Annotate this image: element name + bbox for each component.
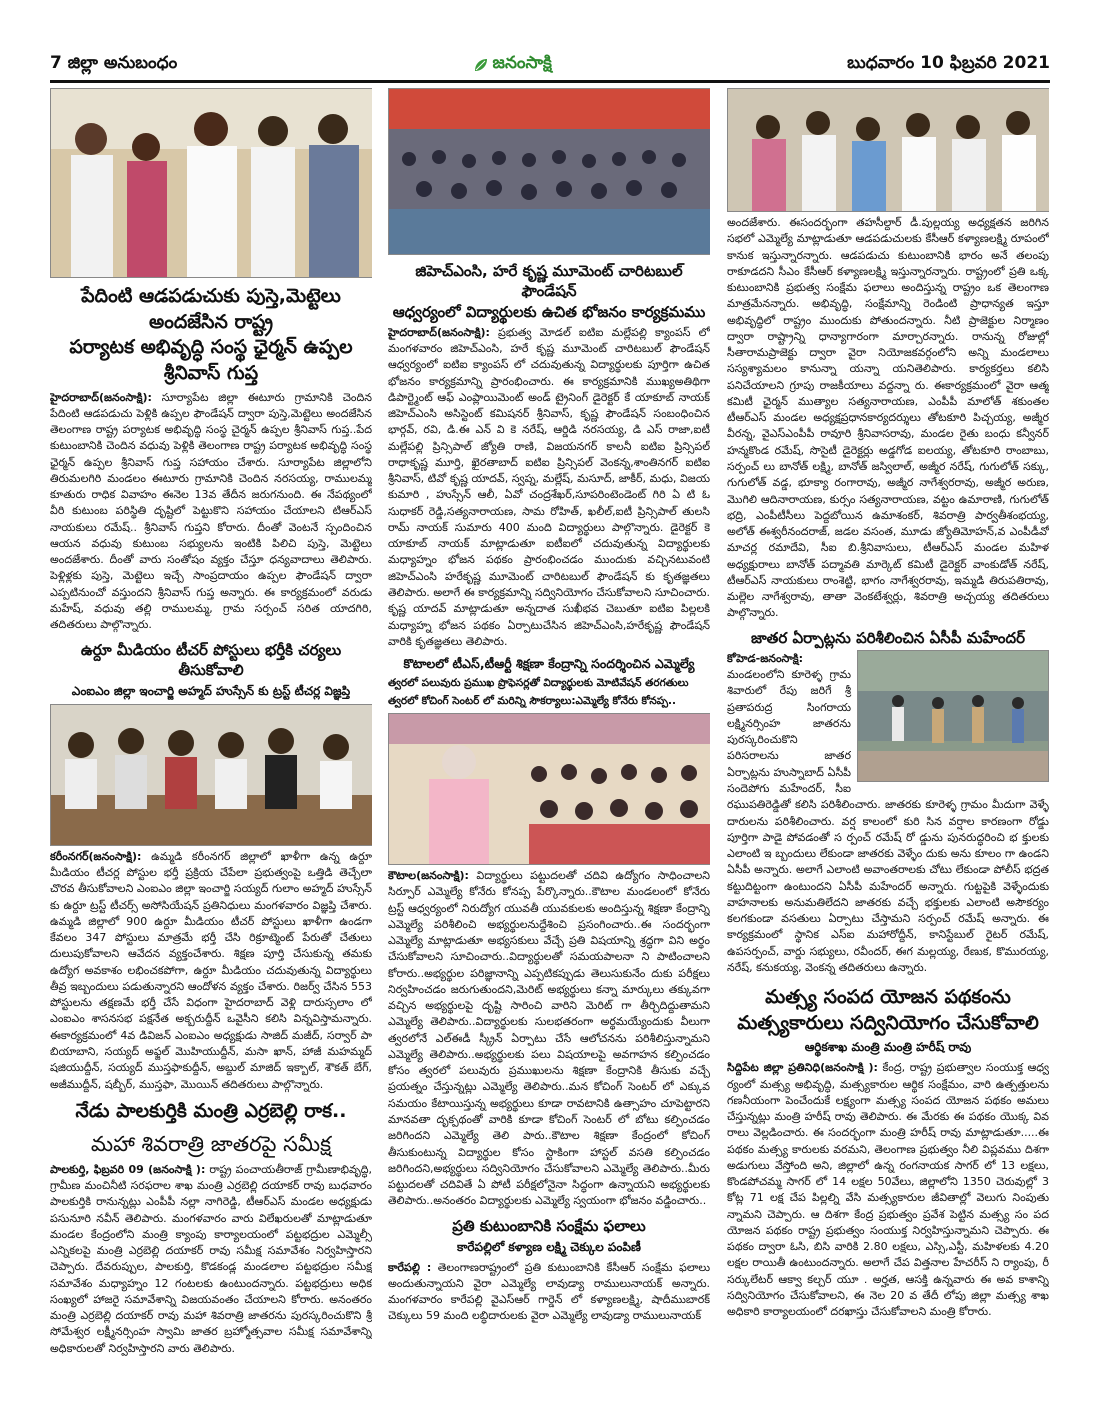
c3-story2-headline: జాతర ఏర్పాట్లను పరిశీలించిన ఏసీపీ మహేందర్ xyxy=(750,628,1025,647)
photo-gifting-ceremony xyxy=(50,88,372,278)
photo-students-gathering xyxy=(388,88,710,255)
story3-body: పాలకుర్తి, ఫిబ్రవరి 09 (జనంసాక్షి ): రాష్ట్ర పంచాయతీరాజ్ గ్రామీణాభివృద్ధి, గ్రామీణ మంచినీటి సరఫరాల శాఖ మంత్రి ఎర్రబెల్లి దయాకర్ రావు బుధవారం పాలకుర్తికి రానున్నట్లు ఎంపీపీ నల్లా నాగిరెడ్డి, టీఆర్ఎస్ మండల అధ్యక్షుడు పసునూరి నవీన్ తెలిపారు. మంగళవారం వారు విలేఖరులతో మాట్లాడుతూ మండల కేంద్రంలోని మంత్రి క్యాంపు కార్యాలయంలో పట్టభద్రుల ఎమ్మెల్సీ ఎన్నికలపై మంత్రి ఎర్రబెల్లి దయాకర్ రావు సమీక్ష సమావేశం నిర్వహిస్తారని చెప్పారు. దేవరుప్పుల, పాలకుర్తి, కొడకండ్ల మండలాల పట్టభద్రుల సమీక్ష సమావేశం మధ్యాహ్నం 12 గంటలకు ఉంటుందన్నారు. పట్టభద్రులు అధిక సంఖ్యలో హాజరై సమావేశాన్ని విజయవంతం చేయాలని కోరారు. అనంతరం మంత్రి ఎర్రబెల్లి దయాకర్ రావు మహా శివరాత్రి జాతరను పురస్కరించుకొని శ్రీ సోమేశ్వర లక్ష్మీనర్సింహ స్వామి జాతర బ్రహ్మోత్సవాల సమీక్ష సమావేశాన్ని అధికారులతో నిర్వహిస్తారని వారు తెలిపారు. xyxy=(50,1162,372,1355)
c2-story2-headline: కొటాలలో టీఎస్,టీఆర్టీ శిక్షణా కేంద్రాన్ని సందర్శించిన ఎమ్మెల్యే xyxy=(403,656,695,672)
c3-story3-subhead: ఆర్థికశాఖ మంత్రి మంత్రి హరీష్ రావు xyxy=(804,1040,972,1055)
story1-body: హైదరాబాద్(జనంసాక్షి): సూర్యాపేట జిల్లా ఈటూరు గ్రామానికి చెందిన పేదింటి ఆడపడుచు పెళ్లికి ఉప్పల ఫౌండేషన్ ద్వారా పుస్తె,మెట్టెలు అందజేసిన తెలంగాణ రాష్ట్ర పర్యాటక అభివృద్ధి సంస్థ చైర్మన్ ఉప్పల శ్రీనివాస్ గుప్త..పేద కుటుంబానికి చెందిన వధువు పెళ్లికి తెలంగాణ రాష్ట్ర పర్యాటక అభివృద్ధి సంస్థ ఛైర్మన్ ఉప్పల శ్రీనివాస్ గుప్త సహాయం చేశారు. సూర్యాపేట జిల్లాలోని తిరుమలగిరి మండలం ఈటూరు గ్రామానికి చెందిన నరసయ్య, రాములమ్మ కూతురు రాధిక వివాహం ఈనెల 13వ తేదీన జరుగనుంది. ఈ నేపథ్యంలో వీరి కుటుంబ పరిస్థితి దృష్టిలో పెట్టుకొని సహాయం చేయాలని టిఆర్ఎస్ నాయకులు రమేష్.. శ్రీనివాస్ గుప్తని కోరారు. దీంతో వెంటనే స్పందించిన ఆయన వధువు కుటుంబ సభ్యులను ఇంటికి పిలిచి పుస్తె, మెట్టెలు అందజేశారు. దీంతో వారు సంతోషం వ్యక్తం చేస్తూ ధన్యవాదాలు తెలిపారు. పెళ్లిళ్లకు పుస్తె, మెట్టెలు ఇచ్చే సాంప్రదాయం ఉప్పల ఫౌండేషన్ ద్వారా ఎప్పటినుంచో వస్తుందని శ్రీనివాస్ గుప్త అన్నారు. ఈ కార్యక్రమంలో వరుడు మహేష్, వధువు తల్లి రాములమ్మ, గ్రామ సర్పంచ్ సరిత యాదగిరి, తదితరులు పాల్గొన్నారు. xyxy=(50,390,372,632)
photo-acp-inspection xyxy=(857,650,1049,782)
story2-body: కరీంనగర్(జనంసాక్షి): ఉమ్మడి కరీంనగర్ జిల్లాలో ఖాళీగా ఉన్న ఉర్దూ మీడియం టీచర్ల పోస్టుల భర్తీ ప్రక్రియ చేపేలా ప్రభుత్వంపై ఒత్తిడి తెచ్చేలా చొరవ తీసుకోవాలని ఎంఐఎం జిల్లా ఇంచార్జి సయ్యద్ గులాం అహ్మద్ హుస్సేన్ కు ఉర్దూ ట్రస్ట్ టీచర్స్ అసోసియేషన్ ప్రతినిధులు మంగళవారం విజ్ఞప్తి చేశారు. ఉమ్మడి జిల్లాలో 900 ఉర్దూ మీడియం టీచర్ పోస్టులు ఖాళీగా ఉండగా కేవలం 347 పోస్టులు మాత్రమే భర్తీ చేసి రిక్రూట్మెంట్ పేరుతో చేతులు దులుపుకోవాలని ఆవేదన వ్యక్తంచేశారు. శిక్షణ పూర్తి చేసుకున్న తమకు ఉద్యోగ అవకాశం లభించకపోగా, ఉర్దూ మీడియం చదువుతున్న విద్యార్థులు తీవ్ర ఇబ్బందులు పడుతున్నారని ఆందోళన వ్యక్తం చేశారు. రిజర్వ్ చేసిన 553 పోస్టులను తక్షణమే భర్తీ చేసే విధంగా హైదరాబాద్ వెళ్లి దారుస్సలాం లో ఎంఐఎం శాసనసభ పక్షనేత అక్బరుద్దీన్ ఒవైసీని కలిసి విన్నవిస్తామన్నారు. ఈకార్యక్రమంలో 4వ డివిజన్ ఎంఐఎం అధ్యక్షుడు సాజిద్ మజీద్, సర్వార్ పా బియాబాని, సయ్యద్ అఫ్జల్ మొహియుద్దీన్, మసా ఖాన్, హాజీ మహమ్మద్ షజియుద్దీన్, సయ్యద్ ముస్తఫాకుద్దీన్, అబ్దుల్ మాజిద్ ఇక్బాల్, శౌకత్ బేగ్, అజీముద్దీన్, షబ్బీర్, ముస్తఫా, మొయిన్ తదితరులు పాల్గొన్నారు. xyxy=(50,849,372,1091)
leaf-logo-icon xyxy=(473,57,489,73)
c3-story3-body: సిద్దిపేట జిల్లా ప్రతినిధి(జనంసాక్షి ): కేంద్ర, రాష్ట్ర ప్రభుత్వాల సంయుక్త ఆధ్వ ర్యంలో మత్స్య అభివృద్ధి, మత్స్యకారుల ఆర్థిక సంక్షేమం, వారి ఉత్పత్తులను గణనీయంగా పెంచేందుకే లక్ష్యంగా మత్స్య సంపద యోజన పథకం అమలు చేస్తున్నట్లు మంత్రి హరీష్ రావు తెలిపారు. ఈ మేరకు ఈ పథకం యొక్క వివ రాలు వెల్లడించారు. ఈ సందర్భంగా మంత్రి హరీష్ రావు మాట్లాడుతూ.....ఈ పథకం మత్స్య కారులకు వరమని, తెలంగాణ ప్రభుత్వం నీలి విప్లవము దిశగా అడుగులు వేస్తోంది అని, జిల్లాలో ఉన్న రంగనాయక సాగర్ లో 13 లక్షలు, కొండపోచమ్మ సాగర్ లో 14 లక్షల 50వేలు, జిల్లాలోని 1350 చెరువుల్లో 3 కోట్ల 71 లక్ష చేప పిల్లల్ని వేసి మత్స్యకారుల జీవితాల్లో వెలుగు నింపుతు న్నామని చెప్పారు. ఆ దిశగా కేంద్ర ప్రభుత్వం ప్రవేశ పెట్టిన మత్స్య సం పద యోజన పథకం రాష్ట్ర ప్రభుత్వం సంయుక్త నిర్వహిస్తున్నామని చెప్పారు. ఈ పథకం ద్వారా ఓసి, బిసి వారికి 2.80 లక్షలు, ఎస్సి,ఎస్టీ, మహిళలకు 4.20 లక్షల రాయితీ ఉంటుందన్నారు. అలాగే చేప విత్తనాల హేచరీస్ ని ర్యాంపు, రీ సర్కులేటర్ ఆక్వా కల్చర్ యూ . అర్హత, ఆసక్తి ఉన్నవారు ఈ అవ కాశాన్ని సద్వినియోగం చేసుకోవాలని, ఈ నెల 20 వ తేదీ లోపు జిల్లా మత్స్య శాఖ అధికారి కార్యాలయంలో దరఖాస్తు చేసుకోవాలని మంత్రి కోరారు. xyxy=(727,1061,1049,1319)
photo-mla-speaking xyxy=(388,713,710,865)
masthead xyxy=(50,50,1050,83)
story3-subhead: మహా శివరాత్రి జాతరపై సమీక్ష xyxy=(90,1132,332,1157)
story1-headline: పేదింటి ఆడపడుచుకు పుస్తె,మెట్టెలు అందజేసిన రాష్ట్ర పర్యాటక అభివృద్ధి సంస్థ ఛైర్మన్ ఉప్పల శ్రీనివాస్ గుప్త xyxy=(69,285,353,384)
c2-story3-body: కారేపల్లి : తెలంగాణరాష్ట్రంలో ప్రతి కుటుంబానికి కేసీఆర్ సంక్షేమ ఫలాలు అందుతున్నాయని వైరా ఎమ్మెల్యే లావుడ్యా రాములునాయక్ అన్నారు. మంగళవారం కారేపల్లి వైఎస్ఆర్ గార్డెన్ లో కళ్యాణలక్ష్మి, షాదీముబారక్ చెక్కులు 59 మంది లబ్ధిదారులకు వైరా ఎమ్మెల్యే లావుడ్యా రాములునాయక్ xyxy=(388,1260,710,1323)
column-1 xyxy=(50,88,372,1388)
photo-cheque-distribution xyxy=(727,88,1049,212)
column-3 xyxy=(727,88,1049,1388)
photo-meeting xyxy=(50,704,372,846)
story3-headline: నేడు పాలకుర్తికి మంత్రి ఎర్రబెల్లి రాక.. xyxy=(75,1099,347,1122)
column-2 xyxy=(388,88,710,1388)
c2-story2-subhead2: త్వరలో కోచింగ్ సెంటర్ లో మరిన్ని సౌకర్యాలు:ఎమ్మెల్యే కోనేరు కోనప్ప.. xyxy=(388,695,676,708)
c3-story1-body: అందజేశారు. ఈసందర్భంగా తహసీల్దార్ డీ.పుల్లయ్య అధ్యక్షతన జరిగిన సభలో ఎమ్మెల్యే మాట్లాడుతూ ఆడపడుచులకు కేసీఆర్ కళ్యాణలక్ష్మి రూపంలో కానుక ఇస్తున్నారన్నారు. ఆడపడుచు కుటుంబానికి భారం అనే తలంపు రాకూడదని సీఎం కేసీఆర్ కళ్యాణలక్ష్మి ఇస్తున్నారన్నారు. రాష్ట్రంలో ప్రతి ఒక్క కుటుంబానికి ప్రభుత్వ సంక్షేమ ఫలాలు అందిస్తున్న రాష్ట్రం ఒక తెలంగాణ మాత్రమేనన్నారు. అభివృద్ధి, సంక్షేమాన్ని రెండింటి ప్రాధాన్యత ఇస్తూ అభివృద్ధిలో రాష్ట్రం ముందుకు పోతుందన్నారు. నీటి ప్రాజెక్టుల నిర్మాణం ద్వారా రాష్ట్రాన్ని ధాన్యాగారంగా మార్చారన్నారు. రానున్న రోజుల్లో సీతారామప్రాజెక్టు ద్వారా వైరా నియోజకవర్గంలోని అన్ని మండలాలు సస్యశ్యామలం కానున్నా యన్నా యనితెలిపారు. కార్యకర్తలు కలిసి పనిచేయాలని గ్రూపు రాజకీయాలు వద్దన్నా రు. ఈకార్యక్రమంలో వైరా ఆత్మ కమిటీ ఛైర్మన్ ముత్యాల సత్యనారాయణ, ఎంపీపీ మాలోత్ శకుంతల టీఆర్ఎస్ మండల అధ్యక్షప్రధానకార్యదర్శులు తోటకూరి పిచ్చయ్య, అజ్మీర వీరన్న, వైఎస్ఎంపీపీ రావూరి శ్రీనివాసరావు, మండల రైతు బంధు కన్వీనర్ హన్మకొండ రమేష్, సొసైటీ డైరెక్టర్లు అడ్డగోడ ఐలయ్య, తోటకూరి రాంబాబు, సర్పంచ్ లు బానోత్ లక్ష్మి, బానోత్ జస్విలాల్, అజ్మీర నరేష్, గుగులోత్ సక్కు, గుగులోత్ వడ్డ, భూక్యా రంగారావు, అజ్మీర నాగేశ్వరరావు, అజ్మీర అరుణ, మొగిలి ఆదినారాయణ, కుర్సం సత్యనారాయణ, వట్టం ఉమారాణి, గుగులోత్ భద్రి, ఎంపీటీసీలు పెద్దబోయిన ఉమాశంకర్, శివరాత్రి పార్వతీశంభయ్య, అలోత్ ఈశ్వరీనందరాజ్, జడల వసంత, మూడు జ్యోతిమోహన్,వ ఎంపీడీవో మాచర్ల రమాదేవి, సీఐ బి.శ్రీనివాసులు, టీఆర్ఎస్ మండల మహిళ అధ్యక్షురాలు బానోత్ పద్మావతి మార్కెట్ కమిటీ డైరెక్టర్ వాంకుడోత్ నరేష్, టీఆర్ఎస్ నాయకులు రాంశెట్టి, భాగం నాగేశ్వరరావు, ఇమ్మడి తిరుపతిరావు, మల్లెల నాగేశ్వరావు, తాతా వెంకటేశ్వర్లు, శివరాత్రి అచ్చయ్య తదితరులు పాల్గొన్నారు. xyxy=(727,216,1049,620)
c2-story2-subhead1: త్వరలో పలువురు ప్రముఖ ప్రొఫెసర్లతో విద్యార్థులకు మోటివేషన్ తరగతులు xyxy=(388,676,689,689)
issue-date: బుధవారం 10 ఫిబ్రవరి 2021 xyxy=(847,53,1050,73)
c3-story3-headline: మత్స్య సంపద యోజన పథకంను మత్స్యకారులు సద్వినియోగం చేసుకోవాలి xyxy=(737,986,1039,1034)
c2-story1-body: హైదరాబాద్(జనంసాక్షి): ప్రభుత్వ మోడల్ ఐటిఐ మల్లేపల్లి క్యాంపస్ లో మంగళవారం జిహెచ్ఎంసి, హరే కృష్ణ మూమెంట్ చారిటబుల్ ఫౌండేషన్ ఆధ్వర్యంలో ఐటిఐ క్యాంపస్ లో చదువుతున్న విద్యార్థులకు పూర్తిగా ఉచిత భోజనం కార్యక్రమాన్ని ప్రారంభించారు. ఈ కార్యక్రమానికి ముఖ్యఅతిథిగా డిపార్ట్మెంట్ ఆఫ్ ఎంప్లాయిమెంట్ అండ్ ట్రైనింగ్ డైరెక్టర్ కే యాకూబ్ నాయక్ జిహెచ్ఎంసి అసిస్టెంట్ కమిషనర్ శ్రీనివాస్, కృష్ణ ఫౌండేషన్ సంబంధించిన భార్గవ్, రవి, డి.ఈ ఎన్ వి కె నరేష్, ఆర్డిడి నరసయ్య, డి ఎస్ రాజా,ఐటీ మల్లేపల్లి ప్రిన్సిపాల్ జ్యోతి రాణి, విజయనగర్ కాలనీ ఐటిఐ ప్రిన్సిపల్ రాధాకృష్ణ మూర్తి, ఖైరతాబాద్ ఐటిఐ ప్రిన్సిపల్ వెంకన్న,శాంతినగర్ ఐటిఐ శ్రీనివాస్, టివో కృష్ణ యాదవ్, స్వప్న, మల్లేష్, మసూద్, జాకీర్, మధు, విజయ కుమారి , హుస్సేన్ ఆలీ, ఏవో చంద్రశేఖర్,సూపరింటెండెంట్ గిరి ఏ టి ఓ సుధాకర్ రెడ్డి,సత్యనారాయణ, సామ రోహిత్, ఖలీల్,ఐటీ ప్రిన్సిపాల్ తులసి రామ్ నాయక్ సుమారు 400 మంది విద్యార్థులు పాల్గొన్నారు. డైరెక్టర్ కె యాకూబ్ నాయక్ మాట్లాడుతూ ఐటీఐలో చదువుతున్న విద్యార్థులకు మధ్యాహ్నం భోజన పథకం ప్రారంభించడం ముందుకు వచ్చినటువంటి జిహెచ్ఎంసి హరేకృష్ణ మూమెంట్ చారిటబుల్ ఫౌండేషన్ కు కృతజ్ఞతలు తెలిపారు. అలాగే ఈ కార్యక్రమాన్ని సద్వినియోగం చేసుకోవాలని సూచించారు. కృష్ణ యాదవ్ మాట్లాడుతూ అన్నదాత సుఖీభవ చెబుతూ ఐటిఐ పిల్లలకి మధ్యాహ్న భోజన పథకం ఏర్పాటుచేసిన జిహెచ్ఎంసి,హరేకృష్ణ ఫౌండేషన్ వారికి కృతజ్ఞతలు తెలిపారు. xyxy=(388,325,710,648)
logo-text: జనంసాక్షి xyxy=(492,53,552,73)
c3-story2-body: కోహెడ-జనంసాక్షి: మండలంలోని కూరెళ్ళ గ్రామ శివారులో రేపు జరిగే శ్రీ ప్రతాపరుద్ర సింగరాయ లక్ష్మినర్సింహ జాతరను పురస్కరించుకొని పరిసరాలను జాతర ఏర్పాట్లను హుస్నాబాద్ ఏసీపీ సందెపోగు మహేందర్, సీఐ రఘుపతిరెడ్డితో కలిసి పరిశీలించారు. జాతరకు కూరెళ్ళ గ్రామం మీదుగా వెళ్ళే దారులను పరిశీలించారు. వర్ష కాలంలో కురి సిన వర్షాల కారణంగా రోడ్డు పూర్తిగా పాడై పోవడంతో స ర్పంచ్ రమేష్ రో డ్డును పునరుద్ధరించి భ క్తులకు ఎలాంటి ఇ బ్బందులు లేకుండా జాతరకు వెళ్ళేం దుకు అను కూలం గా ఉండని ఏసీపీ అన్నారు. అలాగే ఎలాంటి అవాంతరాలకు చోటు లేకుండా పోలీస్ భద్రత కట్టుదిట్టంగా ఉంటుందని ఏసీపీ మహేందర్ అన్నారు. గుట్టపైకి వెళ్ళేందుకు వాహనాలకు అనుమతిలేదని జాతరకు వచ్చే భక్తులకు ఎలాంటి అసౌకర్యం కలగకుండా వసతులు ఏర్పాటు చేస్తామని సర్పంచ్ రమేష్ అన్నారు. ఈ కార్యక్రమంలో స్థానిక ఎస్ఐ మహారోద్దీన్, కానిస్టేబుల్ రైటర్ రమేష్, ఉపసర్పంచ్, వార్డు సభ్యులు, రవీందర్, ఈగ మల్లయ్య, రేణుక, కొమురయ్య, నరేష్, కనుకయ్య, వెంకన్న తదితరులు ఉన్నారు. xyxy=(727,651,1049,974)
c2-story1-headline: జిహెచ్ఎంసి, హరే కృష్ణ మూమెంట్ చారిటబుల్ ఫౌండేషన్ ఆధ్వర్యంలో విద్యార్థులకు ఉచిత భోజనం కార్యక్రమము xyxy=(392,262,706,321)
page-label: 7 జిల్లా అనుబంధం xyxy=(50,53,178,73)
c2-story3-headline: ప్రతి కుటుంబానికి సంక్షేమ ఫలాలు xyxy=(452,1216,646,1235)
c2-story3-subhead: కారేపల్లిలో కళ్యాణ లక్ష్మి చెక్కుల పంపిణీ xyxy=(457,1239,641,1254)
story2-headline: ఉర్దూ మీడియం టీచర్ పోస్టులు భర్తీకి చర్యలు తీసుకోవాలి xyxy=(80,640,342,679)
story2-subhead: ఎంఐఎం జిల్లా ఇంచార్జి అహ్మద్ హుస్సేన్ కు ట్రస్ట్ టీచర్ల విజ్ఞప్తి xyxy=(71,684,351,699)
c2-story2-body: కౌటాల(జనంసాక్షి): విద్యార్థులు పట్టుదలతో చదివి ఉద్యోగం సాధించాలని సిర్పూర్ ఎమ్మెల్యే కోనేరు కోనప్ప పేర్కొన్నారు..కౌటాల మండలంలో కోనేరు ట్రస్ట్ ఆధ్వర్యంలో నిరుద్యోగ యువతీ యువకులకు అందిస్తున్న శిక్షణా కేంద్రాన్ని ఎమ్మెల్యే పరిశీలించి అభ్యర్థులనుద్దేశించి ప్రసంగించారు..ఈ సందర్భంగా ఎమ్మెల్యే మాట్లాడుతూ అభ్యసకులు వేచ్చే ప్రతి విషయాన్ని శ్రద్ధగా విని అర్థం చేసుకోవాలని సూచించారు..విద్యార్థులతో సమయపాలనా ని పాటించాలని కోరారు..అభ్యర్థుల పరిజ్ఞానాన్ని ఎప్పటికప్పుడు తెలుసుకునేం దుకు పరీక్షలు నిర్వహించడం జరుగుతుందని,మెరిట్ అభ్యర్థులు కన్నా మార్కులు తక్కువగా వచ్చిన అభ్యర్థులపై దృష్టి సారించి వారిని మెరిట్ గా తీర్చిదిద్దుతామని ఎమ్మెల్యే తెలిపారు..విద్యార్థులకు సులభతరంగా అర్థమయ్యేందుకు వీలుగా త్వరలోనే ఎల్ఈడీ స్క్రీన్ ఏర్పాటు చేసే ఆలోచనను పరిశీలిస్తున్నామని ఎమ్మెల్యే తెలిపారు..అభ్యర్థులకు పలు విషయాలపై అవగాహన కల్పించడం కోసం త్వరలో పలువురు ప్రముఖులను శిక్షణా కేంద్రానికి తీసుకు వచ్చే ప్రయత్నం చేస్తున్నట్లు ఎమ్మెల్యే తెలిపారు..మన కోచింగ్ సెంటర్ లో ఎక్కువ సమయం కేటాయిస్తున్న అభ్యర్థులు కూడా రావటానికి ఉత్సాహం చూపెట్టారని మానవతా దృక్పథంతో వారికి కూడా కోచింగ్ సెంటర్ లో బోటు కల్పించడం జరిగిందని ఎమ్మెల్యే తెలి పారు..కౌటాల శిక్షణా కేంద్రంలో కోచింగ్ తీసుకుంటున్న విద్యార్థుల కోసం స్టాకింగా హాస్టల్ వసతి కల్పించడం జరిగిందని,అభ్యర్థులు సద్వినియోగం చేసుకోవాలని ఎమ్మెల్యే తెలిపారు..మీరు పట్టుదలతో చదివితే ఏ పోటీ పరీక్షలోనైనా సిద్ధంగా ఉన్నాయని అభ్యర్థులకు తెలిపారు..అనంతరం విద్యార్థులకు ఎమ్మెల్యే స్వయంగా భోజనం వడ్డించారు.. xyxy=(388,869,710,1208)
newspaper-logo xyxy=(473,53,552,77)
